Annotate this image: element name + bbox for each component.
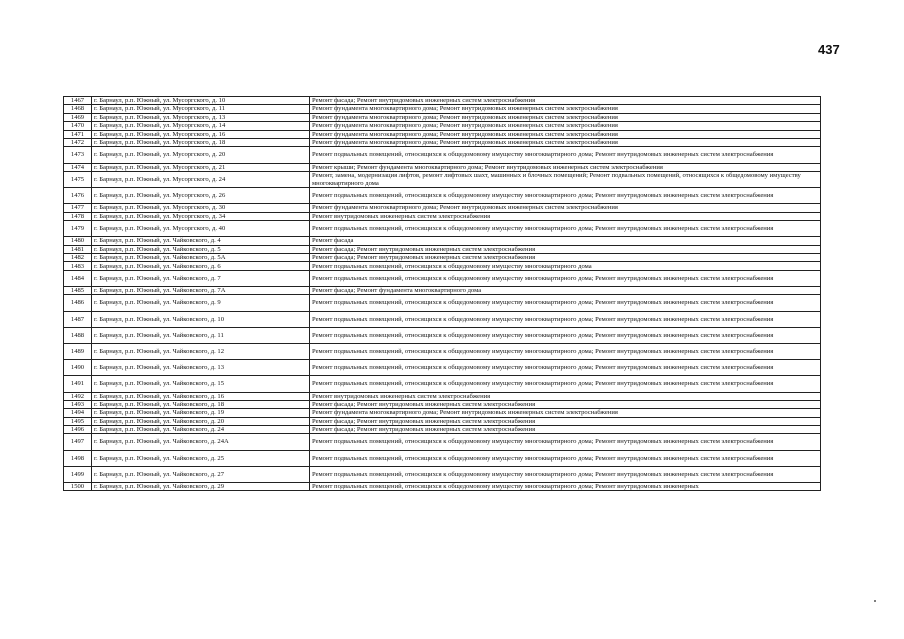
row-address: г. Барнаул, р.п. Южный, ул. Мусоргского, д. 26 [92, 188, 310, 204]
row-number: 1482 [64, 254, 92, 262]
table-row [64, 147, 821, 163]
table-row [64, 171, 821, 187]
row-number: 1467 [64, 97, 92, 105]
table-row [64, 311, 821, 327]
table-row [64, 426, 821, 434]
row-address: г. Барнаул, р.п. Южный, ул. Чайковского, д. 5 [92, 245, 310, 253]
row-address: г. Барнаул, р.п. Южный, ул. Чайковского, д. 24А [92, 434, 310, 450]
table-row [64, 188, 821, 204]
table-row [64, 237, 821, 245]
row-number: 1490 [64, 360, 92, 376]
table-row [64, 212, 821, 220]
row-works: Ремонт фундамента многоквартирного дома; Ремонт внутридомовых инженерных систем электроснабжения [310, 122, 821, 130]
repair-register-body [64, 97, 821, 491]
table-row [64, 295, 821, 311]
row-address: г. Барнаул, р.п. Южный, ул. Чайковского, д. 12 [92, 343, 310, 359]
row-works: Ремонт фундамента многоквартирного дома; Ремонт внутридомовых инженерных систем электроснабжения [310, 130, 821, 138]
table-row [64, 97, 821, 105]
row-address: г. Барнаул, р.п. Южный, ул. Чайковского, д. 9 [92, 295, 310, 311]
table-row [64, 400, 821, 408]
row-address: г. Барнаул, р.п. Южный, ул. Чайковского, д. 16 [92, 392, 310, 400]
row-works: Ремонт фундамента многоквартирного дома; Ремонт внутридомовых инженерных систем электроснабжения [310, 113, 821, 121]
row-works: Ремонт фундамента многоквартирного дома; Ремонт внутридомовых инженерных систем электроснабжения [310, 409, 821, 417]
row-number: 1470 [64, 122, 92, 130]
table-row [64, 130, 821, 138]
table-row [64, 466, 821, 482]
row-number: 1473 [64, 147, 92, 163]
table-row [64, 138, 821, 146]
table-row [64, 254, 821, 262]
row-address: г. Барнаул, р.п. Южный, ул. Мусоргского, д. 11 [92, 105, 310, 113]
row-number: 1483 [64, 262, 92, 270]
row-number: 1486 [64, 295, 92, 311]
row-works: Ремонт фундамента многоквартирного дома; Ремонт внутридомовых инженерных систем электроснабжения [310, 138, 821, 146]
row-works: Ремонт подвальных помещений, относящихся к общедомовому имуществу многоквартирного дома; Ремонт внутридомовых инженерных систем электроснабжения [310, 295, 821, 311]
table-row [64, 409, 821, 417]
table-row [64, 417, 821, 425]
table-row [64, 163, 821, 171]
table-row [64, 483, 821, 491]
table-row [64, 360, 821, 376]
row-number: 1487 [64, 311, 92, 327]
row-address: г. Барнаул, р.п. Южный, ул. Чайковского, д. 20 [92, 417, 310, 425]
row-address: г. Барнаул, р.п. Южный, ул. Чайковского, д. 4 [92, 237, 310, 245]
row-number: 1474 [64, 163, 92, 171]
row-works: Ремонт подвальных помещений, относящихся к общедомовому имуществу многоквартирного дома; Ремонт внутридомовых инженерных систем электроснабжения [310, 343, 821, 359]
row-works: Ремонт фасада; Ремонт внутридомовых инженерных систем электроснабжения [310, 245, 821, 253]
row-address: г. Барнаул, р.п. Южный, ул. Чайковского, д. 25 [92, 450, 310, 466]
row-address: г. Барнаул, р.п. Южный, ул. Чайковского, д. 5А [92, 254, 310, 262]
row-number: 1481 [64, 245, 92, 253]
row-works: Ремонт подвальных помещений, относящихся к общедомовому имуществу многоквартирного дома; Ремонт внутридомовых инженерных систем электроснабжения [310, 376, 821, 392]
row-address: г. Барнаул, р.п. Южный, ул. Мусоргского, д. 10 [92, 97, 310, 105]
row-number: 1500 [64, 483, 92, 491]
row-number: 1477 [64, 204, 92, 212]
row-number: 1479 [64, 221, 92, 237]
row-works: Ремонт фасада; Ремонт внутридомовых инженерных систем электроснабжения [310, 400, 821, 408]
row-number: 1492 [64, 392, 92, 400]
row-number: 1475 [64, 171, 92, 187]
row-number: 1480 [64, 237, 92, 245]
row-address: г. Барнаул, р.п. Южный, ул. Чайковского, д. 11 [92, 327, 310, 343]
row-works: Ремонт подвальных помещений, относящихся к общедомовому имуществу многоквартирного дома; Ремонт внутридомовых инженерных систем электроснабжения [310, 434, 821, 450]
row-works: Ремонт фасада; Ремонт фундамента многоквартирного дома [310, 287, 821, 295]
row-works: Ремонт подвальных помещений, относящихся к общедомовому имуществу многоквартирного дома; Ремонт внутридомовых инженерных систем электроснабжения [310, 147, 821, 163]
row-number: 1493 [64, 400, 92, 408]
row-address: г. Барнаул, р.п. Южный, ул. Чайковского, д. 15 [92, 376, 310, 392]
row-address: г. Барнаул, р.п. Южный, ул. Мусоргского, д. 40 [92, 221, 310, 237]
table-row [64, 392, 821, 400]
row-works: Ремонт подвальных помещений, относящихся к общедомовому имуществу многоквартирного дома; Ремонт внутридомовых инженерных систем электроснабжения [310, 270, 821, 286]
repair-register-table [63, 96, 821, 491]
row-works: Ремонт подвальных помещений, относящихся к общедомовому имуществу многоквартирного дома; Ремонт внутридомовых инженерных систем электроснабжения [310, 450, 821, 466]
row-works: Ремонт внутридомовых инженерных систем электроснабжения [310, 392, 821, 400]
table-row [64, 105, 821, 113]
row-number: 1476 [64, 188, 92, 204]
table-row [64, 221, 821, 237]
table-row [64, 245, 821, 253]
row-works: Ремонт фасада; Ремонт внутридомовых инженерных систем электроснабжения [310, 417, 821, 425]
row-number: 1488 [64, 327, 92, 343]
table-row [64, 122, 821, 130]
row-address: г. Барнаул, р.п. Южный, ул. Чайковского, д. 7А [92, 287, 310, 295]
row-works: Ремонт подвальных помещений, относящихся к общедомовому имуществу многоквартирного дома; Ремонт внутридомовых инженерных систем электроснабжения [310, 188, 821, 204]
row-works: Ремонт фундамента многоквартирного дома; Ремонт внутридомовых инженерных систем электроснабжения [310, 204, 821, 212]
row-address: г. Барнаул, р.п. Южный, ул. Чайковского, д. 27 [92, 466, 310, 482]
row-works: Ремонт фасада; Ремонт внутридомовых инженерных систем электроснабжения [310, 97, 821, 105]
row-number: 1469 [64, 113, 92, 121]
row-works: Ремонт подвальных помещений, относящихся к общедомовому имуществу многоквартирного дома; Ремонт внутридомовых инженерных систем электроснабжения [310, 311, 821, 327]
row-address: г. Барнаул, р.п. Южный, ул. Чайковского, д. 29 [92, 483, 310, 491]
row-number: 1494 [64, 409, 92, 417]
row-works: Ремонт внутридомовых инженерных систем электроснабжения [310, 212, 821, 220]
row-address: г. Барнаул, р.п. Южный, ул. Мусоргского, д. 16 [92, 130, 310, 138]
row-works: Ремонт подвальных помещений, относящихся к общедомовому имуществу многоквартирного дома; Ремонт внутридомовых инженерных систем электроснабжения [310, 221, 821, 237]
row-address: г. Барнаул, р.п. Южный, ул. Мусоргского, д. 14 [92, 122, 310, 130]
table-row [64, 113, 821, 121]
row-number: 1498 [64, 450, 92, 466]
row-address: г. Барнаул, р.п. Южный, ул. Мусоргского, д. 24 [92, 171, 310, 187]
table-row [64, 343, 821, 359]
page-number: 437 [818, 42, 840, 57]
table-row [64, 287, 821, 295]
table-row [64, 450, 821, 466]
row-address: г. Барнаул, р.п. Южный, ул. Чайковского, д. 18 [92, 400, 310, 408]
table-row [64, 434, 821, 450]
row-works: Ремонт фасада [310, 237, 821, 245]
row-number: 1471 [64, 130, 92, 138]
row-number: 1489 [64, 343, 92, 359]
table-row [64, 327, 821, 343]
table-row [64, 376, 821, 392]
row-number: 1478 [64, 212, 92, 220]
row-number: 1485 [64, 287, 92, 295]
row-address: г. Барнаул, р.п. Южный, ул. Чайковского, д. 6 [92, 262, 310, 270]
row-works: Ремонт крыши; Ремонт фундамента многоквартирного дома; Ремонт внутридомовых инженерных систем электроснабжения [310, 163, 821, 171]
row-works: Ремонт подвальных помещений, относящихся к общедомовому имуществу многоквартирного дома; Ремонт внутридомовых инженерных [310, 483, 821, 491]
table-row [64, 204, 821, 212]
table-row [64, 270, 821, 286]
row-address: г. Барнаул, р.п. Южный, ул. Чайковского, д. 10 [92, 311, 310, 327]
row-address: г. Барнаул, р.п. Южный, ул. Чайковского, д. 24 [92, 426, 310, 434]
row-address: г. Барнаул, р.п. Южный, ул. Чайковского, д. 19 [92, 409, 310, 417]
row-works: Ремонт подвальных помещений, относящихся к общедомовому имуществу многоквартирного дома [310, 262, 821, 270]
row-address: г. Барнаул, р.п. Южный, ул. Мусоргского, д. 30 [92, 204, 310, 212]
row-address: г. Барнаул, р.п. Южный, ул. Чайковского, д. 7 [92, 270, 310, 286]
row-address: г. Барнаул, р.п. Южный, ул. Мусоргского, д. 21 [92, 163, 310, 171]
row-address: г. Барнаул, р.п. Южный, ул. Мусоргского, д. 18 [92, 138, 310, 146]
row-works: Ремонт подвальных помещений, относящихся к общедомовому имуществу многоквартирного дома; Ремонт внутридомовых инженерных систем электроснабжения [310, 360, 821, 376]
row-number: 1496 [64, 426, 92, 434]
row-address: г. Барнаул, р.п. Южный, ул. Мусоргского, д. 13 [92, 113, 310, 121]
row-number: 1497 [64, 434, 92, 450]
row-number: 1472 [64, 138, 92, 146]
row-address: г. Барнаул, р.п. Южный, ул. Мусоргского, д. 34 [92, 212, 310, 220]
row-number: 1484 [64, 270, 92, 286]
row-works: Ремонт фасада; Ремонт внутридомовых инженерных систем электроснабжения [310, 426, 821, 434]
row-address: г. Барнаул, р.п. Южный, ул. Чайковского, д. 13 [92, 360, 310, 376]
row-works: Ремонт фасада; Ремонт внутридомовых инженерных систем электроснабжения [310, 254, 821, 262]
table-row [64, 262, 821, 270]
row-works: Ремонт фундамента многоквартирного дома; Ремонт внутридомовых инженерных систем электроснабжения [310, 105, 821, 113]
row-works: Ремонт, замена, модернизация лифтов, ремонт лифтовых шахт, машинных и блочных помещений; Ремонт подвальных помещений, относящихся к общедомовому имуществу многоквартирного дома [310, 171, 821, 187]
row-number: 1491 [64, 376, 92, 392]
row-address: г. Барнаул, р.п. Южный, ул. Мусоргского, д. 20 [92, 147, 310, 163]
row-number: 1495 [64, 417, 92, 425]
row-works: Ремонт подвальных помещений, относящихся к общедомовому имуществу многоквартирного дома; Ремонт внутридомовых инженерных систем электроснабжения [310, 327, 821, 343]
scan-speck [874, 600, 876, 602]
row-works: Ремонт подвальных помещений, относящихся к общедомовому имуществу многоквартирного дома; Ремонт внутридомовых инженерных систем электроснабжения [310, 466, 821, 482]
row-number: 1468 [64, 105, 92, 113]
row-number: 1499 [64, 466, 92, 482]
